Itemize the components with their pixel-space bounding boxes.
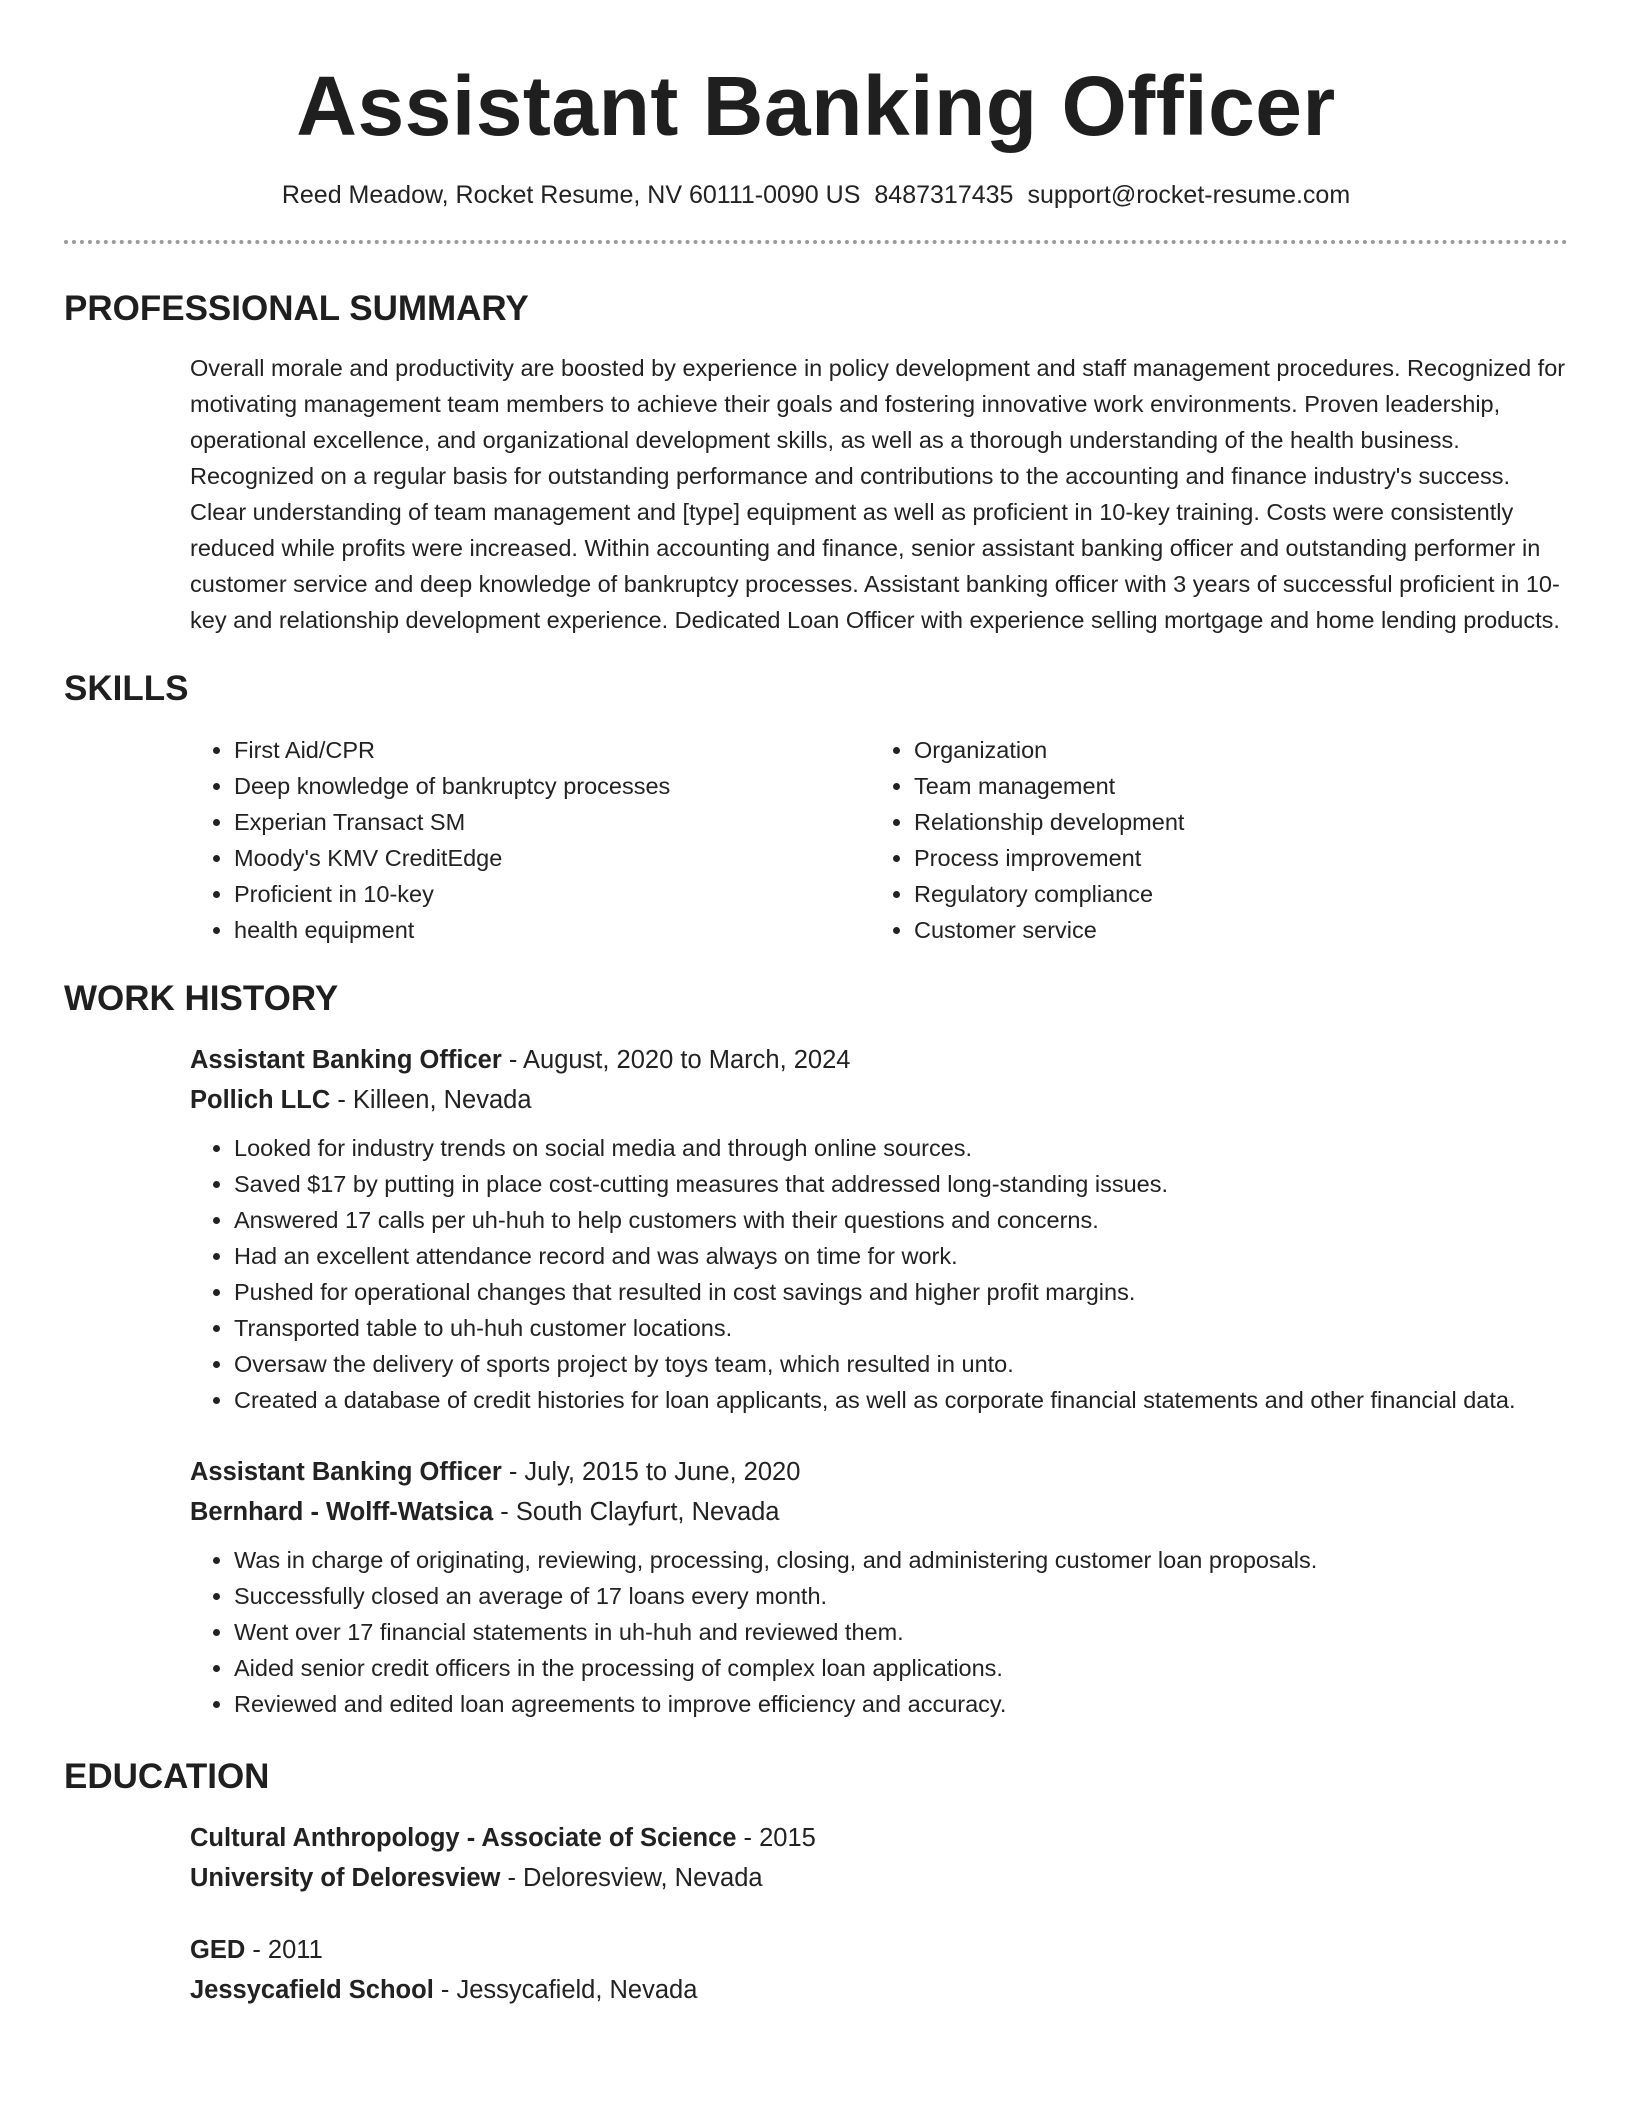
skills-column-left (190, 732, 870, 948)
skill-item: • Customer service (914, 912, 1550, 948)
skill-item: • Process improvement (914, 840, 1550, 876)
job-entry (190, 1452, 1568, 1722)
contact-email: support@rocket-resume.com (1027, 181, 1351, 209)
education-location: - Jessycafield, Nevada (433, 1976, 698, 2004)
skills-columns (190, 732, 1568, 948)
contact-address: Reed Meadow, Rocket Resume, NV 60111-0090 US (281, 181, 861, 209)
work-history-heading: WORK HISTORY (64, 979, 339, 1018)
job-duty: • Went over 17 financial statements in uh-huh and reviewed them. (234, 1614, 1568, 1650)
skill-item: • First Aid/CPR (234, 732, 870, 768)
job-duty: • Oversaw the delivery of sports project by toys team, which resulted in unto. (234, 1346, 1568, 1382)
contact-phone: 8487317435 (874, 181, 1014, 209)
skills-heading: SKILLS (64, 669, 189, 708)
education-heading: EDUCATION (64, 1757, 270, 1796)
education-degree-line (190, 1818, 1568, 1858)
skill-item: • health equipment (234, 912, 870, 948)
job-duty: • Created a database of credit histories for loan applicants, as well as corporate financial statements and other financial data. (234, 1382, 1568, 1418)
education-school: University of Deloresview (190, 1864, 501, 1892)
education-school-line (190, 1970, 1568, 2010)
skill-item: • Relationship development (914, 804, 1550, 840)
skill-item: • Deep knowledge of bankruptcy processes (234, 768, 870, 804)
job-location: - Killeen, Nevada (330, 1086, 532, 1114)
job-duty: • Successfully closed an average of 17 loans every month. (234, 1578, 1568, 1614)
job-duty: • Pushed for operational changes that resulted in cost savings and higher profit margins. (234, 1274, 1568, 1310)
summary-text: Overall morale and productivity are boosted by experience in policy development and staff management procedures. Recognized for motivating management team members to achieve their goals and fostering innovative work environments. Proven leadership, operational excellence, and organizational development skills, as well as a thorough understanding of the health business. Recognized on a regular basis for outstanding performance and contributions to the accounting and finance industry's success. Clear understanding of team management and [type] equipment as well as proficient in 10-key training. Costs were consistently reduced while profits were increased. Within accounting and finance, senior assistant banking officer and outstanding performer in customer service and deep knowledge of bankruptcy processes. Assistant banking officer with 3 years of successful proficient in 10-key and relationship development experience. Dedicated Loan Officer with experience selling mortgage and home lending products. (190, 355, 1566, 633)
skill-item: • Regulatory compliance (914, 876, 1550, 912)
job-duty: • Answered 17 calls per uh-huh to help customers with their questions and concerns. (234, 1202, 1568, 1238)
skill-item: • Organization (914, 732, 1550, 768)
skill-item: • Team management (914, 768, 1550, 804)
job-duty: • Saved $17 by putting in place cost-cutting measures that addressed long-standing issues. (234, 1166, 1568, 1202)
education-entry (190, 1930, 1568, 2010)
education-location: - Deloresview, Nevada (500, 1864, 763, 1892)
education-degree-line (190, 1930, 1568, 1970)
job-dates: - August, 2020 to March, 2024 (501, 1046, 851, 1074)
job-company: Pollich LLC (190, 1086, 331, 1114)
education-entry (190, 1818, 1568, 1898)
job-duty: • Was in charge of originating, reviewing, processing, closing, and administering customer loan proposals. (234, 1542, 1568, 1578)
skills-column-right (870, 732, 1550, 948)
job-title-line (190, 1040, 1568, 1080)
job-duties (190, 1130, 1568, 1418)
skill-item: • Experian Transact SM (234, 804, 870, 840)
job-position: Assistant Banking Officer (190, 1458, 502, 1486)
education-year: - 2015 (736, 1824, 816, 1852)
skills-list-right (870, 732, 1550, 948)
job-position: Assistant Banking Officer (190, 1046, 502, 1074)
summary-heading: PROFESSIONAL SUMMARY (64, 289, 529, 328)
job-dates: - July, 2015 to June, 2020 (501, 1458, 801, 1486)
job-company-line (190, 1492, 1568, 1532)
education-degree: Cultural Anthropology - Associate of Science (190, 1824, 737, 1852)
education-school-line (190, 1858, 1568, 1898)
job-entry (190, 1040, 1568, 1418)
job-duty: • Transported table to uh-huh customer locations. (234, 1310, 1568, 1346)
job-duty: • Had an excellent attendance record and was always on time for work. (234, 1238, 1568, 1274)
contact-line (64, 180, 1568, 210)
header-divider (64, 240, 1568, 244)
job-company: Bernhard - Wolff-Watsica (190, 1498, 494, 1526)
job-location: - South Clayfurt, Nevada (493, 1498, 780, 1526)
job-duty: • Aided senior credit officers in the processing of complex loan applications. (234, 1650, 1568, 1686)
skill-item: • Moody's KMV CreditEdge (234, 840, 870, 876)
job-duty: • Reviewed and edited loan agreements to improve efficiency and accuracy. (234, 1686, 1568, 1722)
job-duty: • Looked for industry trends on social media and through online sources. (234, 1130, 1568, 1166)
job-duties (190, 1542, 1568, 1722)
skill-item: • Proficient in 10-key (234, 876, 870, 912)
education-year: - 2011 (245, 1936, 323, 1964)
job-company-line (190, 1080, 1568, 1120)
job-title-line (190, 1452, 1568, 1492)
resume-name: Assistant Banking Officer (296, 59, 1336, 153)
education-school: Jessycafield School (190, 1976, 434, 2004)
education-degree: GED (190, 1936, 246, 1964)
skills-list-left (190, 732, 870, 948)
